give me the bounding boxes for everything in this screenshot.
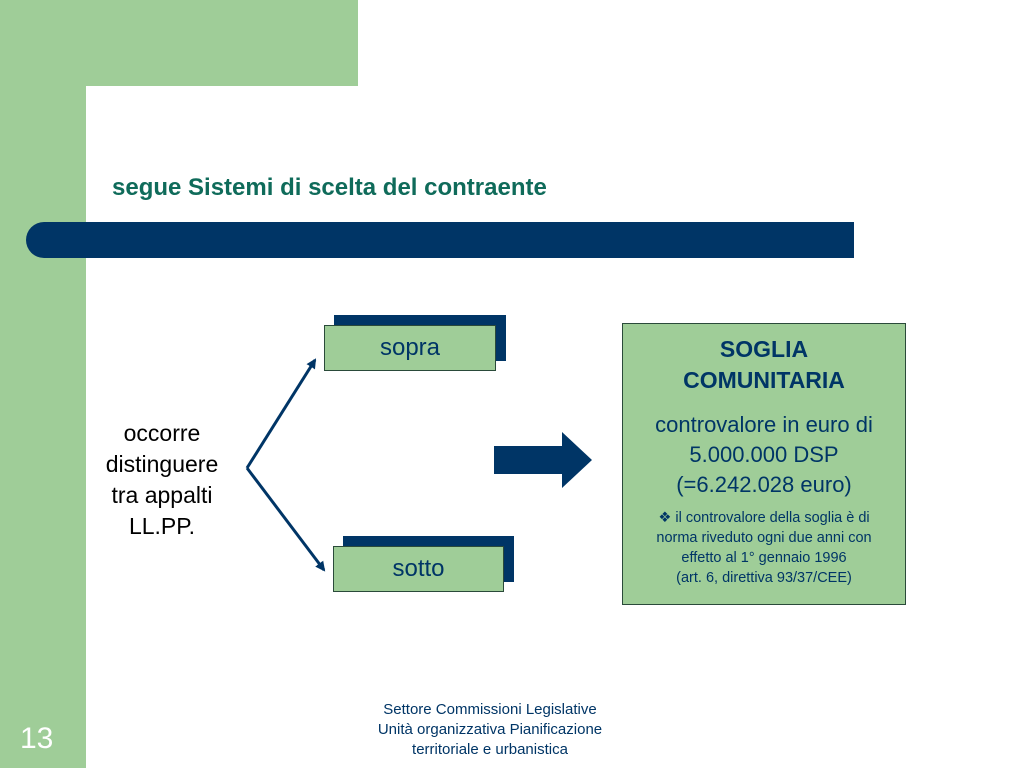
- arrow-to-sopra: [247, 360, 315, 468]
- lead-line: distinguere: [105, 451, 219, 477]
- threshold-note-text: il controvalore della soglia è di: [675, 510, 870, 526]
- footer-line: Unità organizzativa Pianificazione: [377, 721, 603, 738]
- page-number: 13: [20, 722, 54, 755]
- threshold-value-line: controvalore in euro di: [655, 412, 873, 437]
- threshold-box: [622, 323, 906, 605]
- lead-line: LL.PP.: [128, 513, 196, 539]
- diamond-bullet-icon: ❖: [658, 510, 672, 526]
- lead-line: occorre: [123, 420, 201, 446]
- slide-title: segue Sistemi di scelta del contraente: [112, 174, 547, 201]
- threshold-heading: [623, 334, 905, 396]
- threshold-note-line: effetto al 1° gennaio 1996: [681, 550, 847, 566]
- sopra-box: sopra: [324, 325, 496, 371]
- threshold-note-line: [623, 508, 905, 528]
- footer-line: Settore Commissioni Legislative: [383, 701, 597, 718]
- threshold-value: [623, 410, 905, 500]
- threshold-heading-line: SOGLIA: [719, 336, 809, 362]
- threshold-heading-line: COMUNITARIA: [683, 367, 845, 393]
- footer-line: territoriale e urbanistica: [412, 741, 568, 758]
- sotto-box: sotto: [333, 546, 504, 592]
- threshold-note: [623, 508, 905, 588]
- threshold-note-line: norma riveduto ogni due anni con: [656, 530, 872, 546]
- right-arrow-icon: [494, 432, 592, 488]
- threshold-note-line: (art. 6, direttiva 93/37/CEE): [676, 570, 852, 586]
- arrow-to-sotto: [247, 468, 324, 570]
- lead-line: tra appalti: [111, 482, 213, 508]
- threshold-value-line: 5.000.000 DSP: [689, 442, 839, 467]
- footer-text: [340, 700, 640, 760]
- threshold-value-line: (=6.242.028 euro): [676, 472, 852, 497]
